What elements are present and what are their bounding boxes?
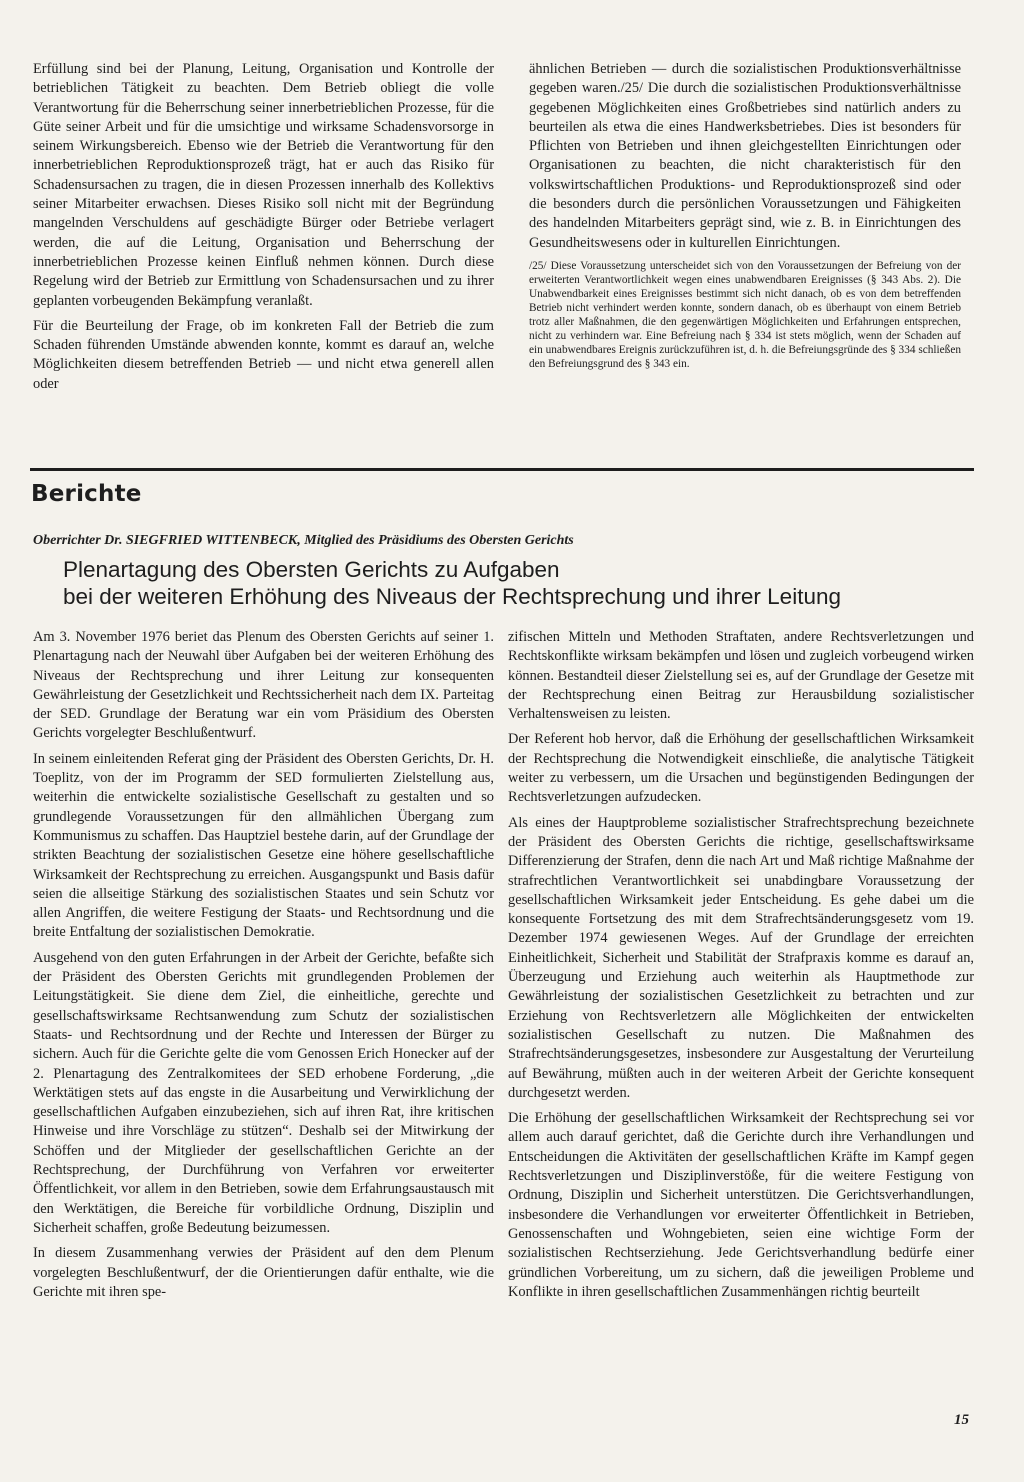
headline-line: Plenartagung des Obersten Gerichts zu Aufgaben	[63, 557, 560, 582]
paragraph: In diesem Zusammenhang verwies der Präsident auf den dem Plenum vorgelegten Beschlußentwurf, der die Orientierungen dafür enthalte, wie die Gerichte mit ihren spe-	[33, 1245, 494, 1300]
report-right-column	[508, 628, 974, 1308]
paragraph: Als eines der Hauptprobleme sozialistischer Strafrechtsprechung bezeichnete der Präsident des Obersten Gerichts die richtige, gesellschaftswirksame Differenzierung der Strafen, denn die nach Art und Maß richtige Maßnahme der strafrechtlichen Verantwortlichkeit sei unabdingbare Voraussetzung der gesellschaftlichen Wirksamkeit jeder Entscheidung. Es gehe dabei um die konsequente Fortsetzung des mit dem Strafrechtsänderungsgesetz vom 19. Dezember 1974 gewiesenen Weges. Auf der Grundlage der erreichten Einheitlichkeit, Sicherheit und Stabilität der Strafpraxis komme es darauf an, Überzeugung und Erziehung auch weiterhin als Hauptmethode zur Gewährleistung der sozialistischen Gesetzlichkeit zu betrachten und zur Erziehung von Rechtsverletzern alle Möglichkeiten der entwickelten sozialistischen Gesellschaft zu nutzen. Die Maßnahmen des Strafrechtsänderungsgesetzes, insbesondere zur Ausgestaltung der Verurteilung auf Bewährung, müßten auch in der weiteren Arbeit der Gerichte konsequent durchgesetzt werden.	[508, 814, 974, 1101]
top-article-right-column	[529, 60, 961, 377]
footnote-25: /25/ Diese Voraussetzung unterscheidet sich von den Voraussetzungen der Befreiung von der erweiterten Verantwortlichkeit wegen eines unabwendbaren Ereignisses (§ 343 Abs. 2). Die Unabwendbarkeit eines Ereignisses bestimmt sich nicht danach, ob es von dem betreffenden Betrieb nicht verhindert werden konnte, sondern danach, ob es überhaupt von einem Betrieb trotz aller Maßnahmen, die den gegenwärtigen Möglichkeiten und Erfahrungen entsprechen, nicht zu verhindern war. Eine Befreiung nach § 334 ist stets möglich, wenn der Schaden auf ein unabwendbares Ereignis zurückzuführen ist, d. h. die Befreiungsgründe des § 334 schließen den Befreiungsgrund des § 343 ein.	[529, 259, 961, 370]
author-byline: Oberrichter Dr. SIEGFRIED WITTENBECK, Mitglied des Präsidiums des Obersten Gerichts	[33, 533, 574, 548]
paragraph: Erfüllung sind bei der Planung, Leitung, Organisation und Kontrolle der betrieblichen Tätigkeit zu beachten. Dem Betrieb obliegt die volle Verantwortung für die Beherrschung seiner innerbetrieblichen Prozesse, für die Güte seiner Arbeit und für die umsichtige und wirksame Schadensvorsorge in seinem Wirkungsbereich. Ebenso wie der Betrieb die Verantwortung für den innerbetrieblichen Reproduktionsprozeß trägt, hat er auch das Risiko für Schadensursachen zu tragen, die in diesen Prozessen innerhalb des Kollektivs seiner Mitarbeiter erwachsen. Dieses Risiko soll nicht mit der Begründung mangelnden Verschuldens auf geschädigte Bürger oder Betriebe verlagert werden, die auf die Leitung, Organisation und Beherrschung der innerbetrieblichen Prozesse keinen Einfluß nehmen können. Durch diese Regelung wird der Betrieb zur Ermittlung von Schadensursachen und zu ihrer geplanten vorbeugenden Bekämpfung veranlaßt.	[33, 61, 494, 309]
section-heading: Berichte	[31, 481, 142, 507]
report-left-column	[33, 628, 494, 1308]
paragraph: Für die Beurteilung der Frage, ob im konkreten Fall der Betrieb die zum Schaden führenden Umstände abwenden konnte, kommt es darauf an, welche Möglichkeiten diesem betreffenden Betrieb — und nicht etwa generell allen oder	[33, 317, 494, 392]
page-number: 15	[954, 1412, 969, 1428]
paragraph: Der Referent hob hervor, daß die Erhöhung der gesellschaftlichen Wirksamkeit der Rechtsprechung die Notwendigkeit einschließe, die analytische Tätigkeit weiter zu verbessern, um die Ursachen und begünstigenden Bedingungen der Rechtsverletzungen aufzudecken.	[508, 731, 974, 806]
paragraph: zifischen Mitteln und Methoden Straftaten, andere Rechtsverletzungen und Rechtskonflikte wirksam bekämpfen und lösen und zugleich vorbeugend wirken können. Bestandteil dieser Zielstellung sei es, auf der Grundlage der Gesetze mit der Rechtsprechung einen Beitrag zur Herausbildung sozialistischer Verhaltensweisen zu leisten.	[508, 629, 974, 723]
section-divider	[30, 468, 974, 471]
article-headline	[63, 556, 963, 610]
top-article-left-column	[33, 60, 494, 400]
headline-line: bei der weiteren Erhöhung des Niveaus der Rechtsprechung und ihrer Leitung	[63, 584, 841, 609]
paragraph: In seinem einleitenden Referat ging der Präsident des Obersten Gerichts, Dr. H. Toeplitz, von der im Programm der SED formulierten Zielstellung aus, weiterhin die entwickelte sozialistische Gesellschaft zu gestalten und so grundlegende Voraussetzungen für den allmählichen Übergang zum Kommunismus zu schaffen. Das Hauptziel bestehe darin, auf der Grundlage der strikten Beachtung der sozialistischen Gesetze eine höhere gesellschaftliche Wirksamkeit der Rechtsprechung zu erreichen. Ausgangspunkt und Basis dafür seien die allseitige Stärkung des sozialistischen Staates und sein Schutz vor allen Angriffen, die weitere Festigung der Staats- und Rechtsordnung und die breite Entfaltung der sozialistischen Demokratie.	[33, 750, 494, 941]
paragraph: ähnlichen Betrieben — durch die sozialistischen Produktionsverhältnisse gegeben waren./25/ Die durch die sozialistischen Produktionsverhältnisse gegebenen Möglichkeiten eines Großbetriebes sind natürlich anders zu beurteilen als etwa die eines Handwerksbetriebes. Dies ist besonders für Pflichten von Betrieben und ihnen gleichgestellten Einrichtungen oder Organisationen zu beachten, die nicht charakteristisch für den volkswirtschaftlichen Produktions- und Reproduktionsprozeß sind oder die besonders durch die persönlichen Voraussetzungen und Fähigkeiten des handelnden Mitarbeiters geprägt sind, wie z. B. in Einrichtungen des Gesundheitswesens oder in kulturellen Einrichtungen.	[529, 61, 961, 251]
paragraph: Ausgehend von den guten Erfahrungen in der Arbeit der Gerichte, befaßte sich der Präsident des Obersten Gerichts mit grundlegenden Problemen der Leitungstätigkeit. Sie diene dem Ziel, die einheitliche, gerechte und gesellschaftswirksame Rechtsanwendung zum Schutz der sozialistischen Staats- und Rechtsordnung und der Rechte und Interessen der Bürger zu sichern. Auch für die Gerichte gelte die vom Genossen Erich Honecker auf der 2. Plenartagung des Zentralkomitees der SED erhobene Forderung, „die Werktätigen stets auf das engste in die Ausarbeitung und Verwirklichung der gesellschaftlichen Aufgaben einzubeziehen, sich auf ihren Rat, ihre kritischen Hinweise und ihre Vorschläge zu stützen“. Deshalb sei der Mitwirkung der Schöffen und der Mitglieder der gesellschaftlichen Gerichte an der Rechtsprechung, der Durchführung von Verfahren vor erweiterter Öffentlichkeit, vor allem in den Betrieben, sowie dem Erfahrungsaustausch mit den Werktätigen, die Bereiche für vorbildliche Ordnung, Disziplin und Sicherheit schaffen, große Bedeutung beizumessen.	[33, 949, 494, 1236]
paragraph: Die Erhöhung der gesellschaftlichen Wirksamkeit der Rechtsprechung sei vor allem auch darauf gerichtet, daß die Gerichte durch ihre Verhandlungen und Entscheidungen die Aktivitäten der gesellschaftlichen Kräfte im Kampf gegen Rechtsverletzungen und Disziplinverstöße, für die weitere Festigung von Ordnung, Disziplin und Sicherheit unterstützen. Die Gerichtsverhandlungen, insbesondere die Verhandlungen vor erweiterter Öffentlichkeit in Betrieben, Genossenschaften und Wohngebieten, seien eine wichtige Form der sozialistischen Rechtserziehung. Jede Gerichtsverhandlung bedürfe einer gründlichen Vorbereitung, um zu sichern, daß die jeweiligen Probleme und Konflikte in ihren gesellschaftlichen Zusammenhängen richtig beurteilt	[508, 1110, 974, 1300]
paragraph: Am 3. November 1976 beriet das Plenum des Obersten Gerichts auf seiner 1. Plenartagung nach der Neuwahl über Aufgaben bei der weiteren Erhöhung des Niveaus der Rechtsprechung und ihrer Leitung zur konsequenten Gewährleistung der Gesetzlichkeit und Rechtssicherheit nach dem IX. Parteitag der SED. Grundlage der Beratung war ein vom Präsidium des Obersten Gerichts vorgelegter Beschlußentwurf.	[33, 629, 494, 742]
